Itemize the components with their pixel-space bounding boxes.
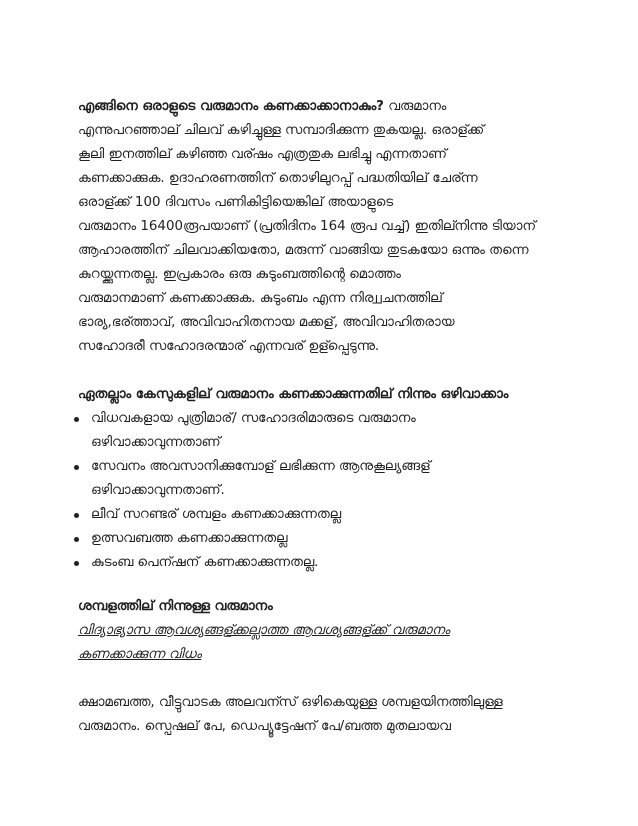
list-item-text: ഒഴിവാക്കാവുന്നതാണ് (91, 435, 221, 450)
intro-line: കുറയ്ക്കുന്നതല്ല. ഇപ്രകാരം ഒരു കുടുംബത്തിന്റെ മൊത്തം (78, 267, 401, 282)
intro-line: വരുമാനം 16400രൂപയാണ് (പ്രതിദിനം 164 രൂപ വച്ച്) ഇതില്നിന്നു ടിയാന് (78, 219, 536, 234)
intro-line: ആഹാരത്തിന് ചിലവാക്കിയതോ, മരുന്ന് വാങ്ങിയ തുടകയോ ഒന്നും തന്നെ (78, 243, 529, 258)
list-item (78, 407, 578, 455)
allowance-line: ക്ഷാമബത്ത, വീട്ടുവാടക അലവന്സ് ഒഴികെയുള്ള ശമ്പളയിനത്തിലുള്ള (78, 695, 503, 710)
intro-line: കൂലി ഇനത്തില് കഴിഞ്ഞ വര്ഷം എത്രതുക ലഭിച്ചു എന്നതാണ് (78, 147, 447, 162)
salary-heading: ശമ്പളത്തില് നിന്നുള്ള വരുമാനം (78, 599, 273, 614)
intro-line: എന്നുപറഞ്ഞാല് ചിലവ് കഴിച്ചുള്ള സമ്പാദിക്കുന്ന തുകയല്ല. ഒരാള്ക്ക് (78, 123, 485, 138)
list-item-text: ഒഴിവാക്കാവുന്നതാണ്. (91, 483, 225, 498)
list-item-text: ഉത്സവബത്ത കണക്കാക്കുന്നതല്ല (91, 531, 288, 546)
list-item-text: ലീവ് സറണ്ടര് ശമ്പളം കണക്കാക്കുന്നതല്ല (91, 507, 342, 522)
allowance-paragraph (78, 691, 578, 739)
exclusions-heading: ഏതല്ലാം കേസുകളില് വരുമാനം കണക്കാക്കുന്നതില് നിന്നും ഒഴിവാക്കാം (78, 387, 509, 402)
bullet-icon (74, 537, 79, 542)
salary-method-link-line[interactable]: കണക്കാക്കുന്ന വിധം (78, 647, 202, 662)
list-item-text: കുടംബ പെന്ഷന് കണക്കാക്കുന്നതല്ല. (91, 555, 319, 570)
list-item-text: സേവനം അവസാനിക്കുമ്പോള് ലഭിക്കുന്ന ആനുകൂല്യങ്ങള് (91, 459, 431, 474)
allowance-line: വരുമാനം. സ്പെഷല് പേ, ഡെപ്യൂട്ടേഷന് പേ/ബത്ത മുതലായവ (78, 719, 451, 734)
list-item-text: വിധവകളായ പുത്രിമാര്/ സഹോദരിമാരുടെ വരുമാനം (91, 411, 416, 426)
intro-line: കണക്കാക്കുക. ഉദാഹരണത്തിന് തൊഴിലുറപ്പ് പദ്ധതിയില് ചേര്ന്ന (78, 171, 478, 186)
bullet-icon (74, 465, 79, 470)
intro-question: എങ്ങിനെ ഒരാളുടെ വരുമാനം കണക്കാക്കാനാകും? (78, 99, 384, 114)
bullet-icon (74, 417, 79, 422)
bullet-icon (74, 513, 79, 518)
intro-line: വരുമാനം (383, 99, 447, 114)
intro-line: ഭാര്യ,ഭര്ത്താവ്, അവിവാഹിതനായ മക്കള്, അവിവാഹിതരായ (78, 315, 455, 330)
list-item (78, 455, 578, 503)
intro-paragraph (78, 95, 578, 359)
salary-method-link-line[interactable]: വിദ്യാഭ്യാസ ആവശ്യങ്ങള്ക്കല്ലാത്ത ആവശ്യങ്ങള്ക്ക് വരുമാനം (78, 623, 450, 638)
list-item (78, 527, 578, 551)
intro-line: സഹോദരീ സഹോദരന്മാര് എന്നവര് ഉള്പ്പെടുന്നു. (78, 339, 380, 354)
list-item (78, 551, 578, 575)
intro-line: ഒരാള്ക്ക് 100 ദിവസം പണികിട്ടിയെങ്കില് അയാളുടെ (78, 195, 394, 210)
bullet-icon (74, 561, 79, 566)
salary-method-link[interactable] (78, 619, 578, 667)
list-item (78, 503, 578, 527)
intro-line: വരുമാനമാണ് കണക്കാക്കുക. കുടുംബം എന്ന നിര്വ്വചനത്തില് (78, 291, 443, 306)
exclusions-list (78, 407, 578, 575)
